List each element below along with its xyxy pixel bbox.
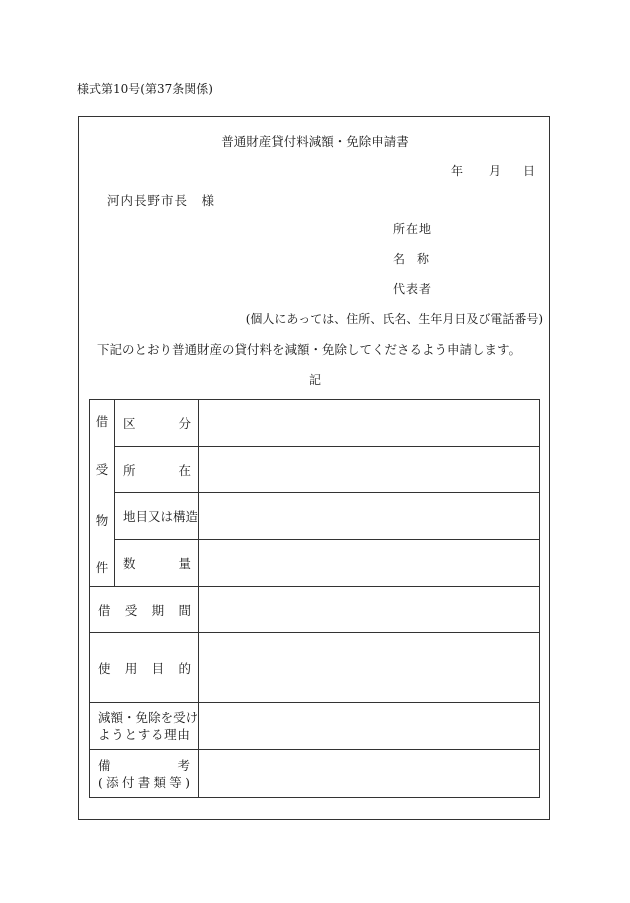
form-title: 普通財産貸付料減額・免除申請書 (221, 134, 409, 149)
table-row-purpose (90, 633, 540, 703)
purpose-value[interactable] (199, 633, 540, 703)
leased-property-char: 物 (95, 513, 109, 528)
reason-char: 免 (135, 710, 149, 725)
table-row-quantity (90, 540, 540, 587)
details-table (89, 399, 540, 798)
reason-char: 除 (148, 710, 161, 725)
location-label (115, 447, 199, 493)
reason-char: る (150, 727, 164, 742)
reason-char: 減 (98, 710, 111, 725)
date-month: 月 (489, 164, 502, 178)
reason-char: う (111, 727, 124, 742)
leased-property-char: 受 (95, 462, 109, 477)
reason-char: を (160, 710, 174, 725)
lease-period-char: 間 (178, 602, 191, 618)
remarks-sub-char: 付 (121, 774, 135, 790)
remarks-sub-char: 添 (106, 774, 119, 790)
reason-char: す (137, 727, 151, 742)
purpose-char: 使 (98, 660, 111, 676)
name-label-2: 称 (417, 252, 430, 266)
reason-char: ・ (123, 710, 136, 725)
location-value[interactable] (199, 447, 540, 493)
table-row-remarks (90, 750, 540, 798)
purpose-label (90, 633, 199, 703)
location-char: 在 (178, 462, 191, 478)
quantity-label (115, 540, 199, 587)
reason-char: 額 (110, 710, 124, 725)
quantity-char: 量 (178, 556, 191, 571)
name-label-1: 名 (393, 252, 406, 266)
reason-char: 受 (173, 710, 186, 725)
category-value[interactable] (199, 400, 540, 447)
lease-period-char: 期 (151, 602, 165, 618)
reason-label (90, 703, 199, 750)
remarks-label (90, 750, 199, 798)
representative-label: 代表者 (393, 282, 433, 296)
remarks-sub-char: 書 (137, 774, 151, 790)
leased-property-char: 件 (95, 560, 109, 575)
request-statement: 下記のとおり普通財産の貸付料を減額・免除してくださるよう申請します。 (97, 342, 522, 357)
date-year: 年 (451, 164, 464, 178)
location-char: 所 (123, 462, 136, 478)
table-row-reason (90, 703, 540, 750)
table-row-category (90, 400, 540, 447)
remarks-char: 備 (98, 757, 111, 773)
land-type-text: 地目又は構造 (123, 509, 199, 524)
purpose-char: 目 (151, 660, 165, 676)
land-type-value[interactable] (199, 493, 540, 540)
land-type-label (115, 493, 199, 540)
reason-char: 由 (177, 727, 190, 742)
reason-char: け (185, 710, 199, 725)
individual-note: (個人にあっては、住所、氏名、生年月日及び電話番号) (245, 312, 543, 326)
lease-period-char: 借 (98, 602, 111, 618)
reason-char: よ (98, 727, 111, 742)
addressee: 河内長野市長 様 (107, 193, 216, 208)
ki-heading: 記 (308, 373, 321, 387)
quantity-value[interactable] (199, 540, 540, 587)
purpose-char: 的 (178, 660, 191, 676)
purpose-char: 用 (124, 660, 138, 676)
leased-property-char: 借 (95, 414, 109, 429)
address-label: 所在地 (393, 222, 433, 236)
remarks-sub-char: 類 (153, 774, 167, 790)
reason-char: と (124, 727, 137, 742)
table-row-land-type (90, 493, 540, 540)
remarks-paren-close: ) (185, 774, 190, 790)
lease-period-char: 受 (124, 602, 138, 618)
reason-char: 理 (164, 727, 177, 742)
table-row-lease-period (90, 587, 540, 633)
form-number: 様式第10号(第37条関係) (77, 82, 213, 96)
category-char: 分 (178, 416, 191, 431)
quantity-char: 数 (123, 556, 136, 571)
date-day: 日 (523, 164, 536, 178)
lease-period-label (90, 587, 199, 633)
table-row-location (90, 447, 540, 493)
remarks-sub-char: 等 (169, 774, 182, 790)
category-label (115, 400, 199, 447)
lease-period-value[interactable] (199, 587, 540, 633)
remarks-value[interactable] (199, 750, 540, 798)
remarks-paren-open: ( (98, 774, 103, 790)
reason-value[interactable] (199, 703, 540, 750)
remarks-char: 考 (177, 757, 190, 773)
leased-property-header (90, 400, 115, 587)
category-char: 区 (123, 416, 136, 431)
